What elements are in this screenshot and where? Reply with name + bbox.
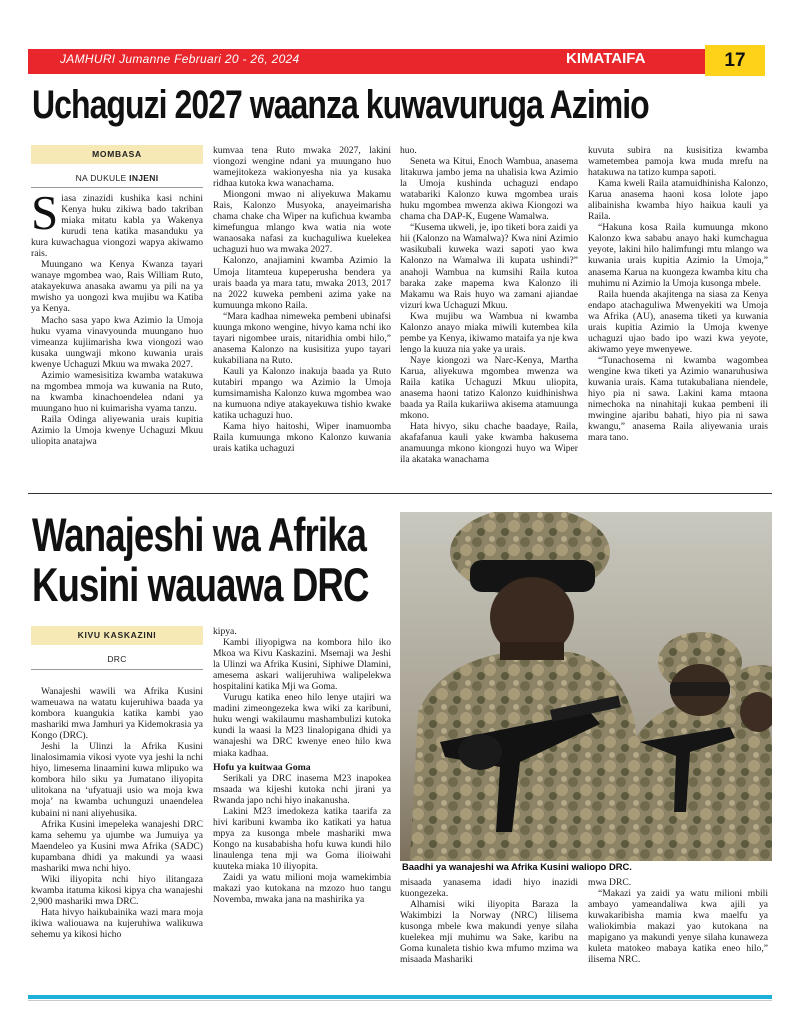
paragraph: “Mara kadhaa nimeweka pembeni ubinafsi kuunga mkono wengine, hivyo kama nchi iko tayari nigombee urais, nitaridhia ombi hilo,” anasema Kalonzo na kusisitiza yupo tayari kukabiliana na Ruto. <box>213 310 391 366</box>
paragraph: Alhamisi wiki iliyopita Baraza la Wakimbizi la Norway (NRC) lilisema kusonga mbele kwa makundi yenye silaha kuelekea mji muhimu wa Sake, karibu na Goma kunaleta tishio kwa mfumo mzima wa misaada Mashariki <box>400 899 578 966</box>
footer-rule-blue <box>28 995 772 999</box>
article2-location: KIVU KASKAZINI <box>31 626 203 645</box>
article2-column-4 <box>588 877 768 988</box>
paragraph: misaada yanasema idadi hiyo inazidi kuongezeka. <box>400 877 578 900</box>
paragraph: Azimio wamesisitiza kwamba watakuwa na mgombea mmoja wa kuwania na Ruto, na kwamba kinachoendelea ndani ya muungano huo ni kuimarisha vyama tanzu. <box>31 369 203 414</box>
article2-column-3 <box>400 877 578 988</box>
paragraph: Kauli ya Kalonzo inakuja baada ya Ruto kutabiri mpango wa Azimio la Umoja kumsimamisha Kalonzo kuwa mgombea wao na kumuona ndiye atakayekuwa tishio kwake katika uchaguzi huo. <box>213 365 391 422</box>
paragraph: huo. <box>400 145 417 156</box>
paragraph: Kambi iliyopigwa na kombora hilo iko Mkoa wa Kivu Kaskazini. Msemaji wa Jeshi la Ulinzi wa Afrika Kusini, Siphiwe Dlamini, amesema askari walijeruhiwa walipelekwa hospitalini katika Mji wa Goma. <box>213 637 391 693</box>
paragraph: Kwa mujibu wa Wambua ni kwamba Kalonzo anayo miaka miwili kutembea kila pembe ya Kenya, ikiwamo mataifa ya nje kwa lengo la kuuza nia yake ya urais. <box>400 310 578 355</box>
article2-byline: DRC <box>107 654 127 664</box>
paragraph: Kalonzo, anajiamini kwamba Azimio la Umoja litamteua kupeperusha bendera ya urais baada ya mara tatu, mwaka 2013, 2017 na 2022 kuweka pembeni azima yake na kumuunga mkono Raila. <box>213 255 391 311</box>
paragraph: Zaidi ya watu milioni moja wamekimbia makazi yao kutokana na mzozo huo tangu Novemba, mwaka jana na mashirika ya <box>213 872 391 906</box>
article1-column-1 <box>31 193 203 489</box>
article2-column-1 <box>31 686 203 988</box>
paragraph: Miongoni mwao ni aliyekuwa Makamu Rais, Kalonzo Musyoka, anayeimarisha chama chake cha Wiper na kufichua kwamba kimefungua mlango kwa watia nia wote wanaosaka nafasi za kuchaguliwa kuelekea uchaguzi huo wa mwaka 2027. <box>213 189 391 256</box>
soldiers-photo <box>400 512 772 861</box>
paragraph: Lakini M23 imedokeza katika taarifa za hivi karibuni kwamba iko katikati ya hatua mpya za kusonga mbele mashariki mwa Kongo na kusababisha hofu kuwa kundi hilo linaulenga tena mji wa Goma ilioiwahi kuuteka miaka 10 iliyopita. <box>213 805 391 872</box>
paragraph: Muungano wa Kenya Kwanza tayari wanaye mgombea wao, Rais William Ruto, atakayekuwa anasaka awamu ya pili na ya mwisho ya uongozi kwa mujibu wa Katiba ya Kenya. <box>31 259 203 315</box>
article-divider <box>28 493 772 494</box>
paragraph: “Kusema ukweli, je, ipo tiketi bora zaidi ya hii (Kalonzo na Wamalwa)? Kwa nini Azimio wasikubali kuweka wazi sapoti yao kwa Kalonzo na Wamalwa ili kupata ushindi?” anahoji Wambua na kumsihi Raila kutoa baraka zake mapema kwa Kalonzo ili Makamu wa Rais huyo wa zamani ajiandae vizuri kwa Uchaguzi Mkuu. <box>400 222 578 311</box>
footer-rule-grey <box>28 1000 772 1001</box>
section-title: KIMATAIFA <box>566 50 646 67</box>
subheading: Hofu ya kuitwaa Goma <box>213 761 311 773</box>
paper-issue: JAMHURI Jumanne Februari 20 - 26, 2024 <box>60 52 300 66</box>
paragraph: “Hakuna kosa Raila kumuunga mkono Kalonzo kwa sababu anayo haki kumchagua yeyote, lakini hilo halimfungi mtu mlango wa kuwania urais kupitia Azimio la Umoja,” anasema Karua na kuongeza kwamba kitu cha muhimu ni Azimio la Umoja kusonga mbele. <box>588 222 768 289</box>
paragraph: mwa DRC. <box>588 877 632 888</box>
paragraph: Seneta wa Kitui, Enoch Wambua, anasema litakuwa jambo jema na uhalisia kwa Azimio la Umoja kushinda uchaguzi endapo watabariki Kalonzo kuwa mgombea urais huku mgombea mwenza akiwa Kiongozi wa chama cha DAP-K, Eugene Wamalwa. <box>400 156 578 223</box>
paragraph: Jeshi la Ulinzi la Afrika Kusini linalosimamia vikosi vyote vya jeshi la nchi hiyo, limesema linaamini kuwa mlipuko wa kombora hilo siku ya Jumatano iliyopita ulitokana na ‘ufyatuaji usio wa moja kwa moja’ na kwamba uchunguzi unaendelea kubaini ni nani aliyehusika. <box>31 741 203 819</box>
paragraph: Naye kiongozi wa Narc-Kenya, Martha Karua, aliyekuwa mgombea mwenza wa Raila katika Uchaguzi Mkuu uliopita, anasema haoni tatizo Kalonzo kuidhinishwa baada ya Raila kukariiwa akisema atamuunga mkono. <box>400 354 578 422</box>
paragraph: kuvuta subira na kusisitiza kwamba wametembea pamoja kwa muda mrefu na hatakuwa na tatizo kumpa sapoti. <box>588 145 768 179</box>
paragraph: “Tunachosema ni kwamba wagombea wengine kwa tiketi ya Azimio wanaruhusiwa kuwania urais. Kama tutakubaliana niendele, hiyo pia ni sawa. Lakini kama mtaona nimechoka na ninahitaji kukaa pembeni ili mwingine ajaribu bahati, hiyo pia ni sawa kwangu,” anasema Raila aliyewania urais mara tano. <box>588 354 768 444</box>
byline-name: INJENI <box>129 173 159 183</box>
page-number: 17 <box>705 45 765 76</box>
byline-prefix: NA DUKULE <box>75 173 127 183</box>
paragraph: Raila Odinga aliyewania urais kupitia Azimio la Umoja kwenye Uchaguzi Mkuu uliopita anatajwa <box>31 413 203 448</box>
article1-byline-rule <box>31 187 203 188</box>
dropcap: S <box>31 193 59 240</box>
article1-column-4 <box>588 145 768 489</box>
paragraph: “Makazi ya zaidi ya watu milioni mbili ambayo yameandaliwa kwa ajili ya kuwakaribisha mamia kwa maelfu ya waliokimbia makazi yao kutokana na mapigano ya makundi yenye silaha kunaweza kuleta matokeo mabaya katika eneo hilo,” ilisema NRC. <box>588 888 768 966</box>
paragraph: Serikali ya DRC inasema M23 inapokea msaada wa kijeshi kutoka nchi jirani ya Rwanda japo nchi hiyo inakanusha. <box>213 772 391 806</box>
article1-location: MOMBASA <box>31 145 203 164</box>
paragraph: Kama hiyo haitoshi, Wiper inamuomba Raila kumuunga mkono Kalonzo kuwania urais katika uchaguzi <box>213 421 391 455</box>
article1-byline <box>31 173 203 183</box>
paragraph: Raila huenda akajitenga na siasa za Kenya endapo atachaguliwa Mwenyekiti wa Umoja wa Afrika (AU), anasema tiketi ya kuwania urais kupitia Azimio la Umoja kwenye uchaguzi ujao bado ipo wazi kwa yeyote, akiwamo yeye mwenyewe. <box>588 288 768 355</box>
paragraph: Kama kweli Raila atamuidhinisha Kalonzo, Karua anasema haoni kosa lolote japo alibainisha kwamba hiyo haikua kauli ya Raila. <box>588 178 768 223</box>
paragraph: Wiki iliyopita nchi hiyo ilitangaza kwamba itatuma kikosi kipya cha wanajeshi 2,900 mashariki mwa DRC. <box>31 873 203 907</box>
article1-column-2 <box>213 145 391 489</box>
paragraph: iasa zinazidi kushika kasi nchini Kenya huku zikiwa bado takriban miaka mitatu kabla ya Wakenya kurudi tena katika masanduku ya kura kuwachagua viongozi wapya akiwamo rais. <box>31 193 203 260</box>
article2-byline-rule <box>31 669 203 670</box>
paragraph: Hata hivyo, siku chache baadaye, Raila, akafafanua kauli yake kwamba hakusema anamuunga mkono kiongozi huyo wa Wiper ila akataka wanachama <box>400 421 578 466</box>
paragraph: Vurugu katika eneo hilo lenye utajiri wa madini zimeongezeka kwa wiki za karibuni, huku wengi wakilaumu mashambulizi kutoka kundi la waasi la M23 linalopigana dhidi ya wanajeshi wa DRC kwenye eneo hilo kwa miaka kadhaa. <box>213 692 391 759</box>
paragraph: kipya. <box>213 626 237 637</box>
paragraph: Hata hivyo haikubainika wazi mara moja ikiwa waliouawa na kujeruhiwa walikuwa sehemu ya kikosi hicho <box>31 906 203 941</box>
photo-caption: Baadhi ya wanajeshi wa Afrika Kusini waliopo DRC. <box>402 861 632 872</box>
paragraph: Wanajeshi wawili wa Afrika Kusini wameuawa na watatu kujeruhiwa baada ya kombora kuangukia katika kambi yao mashariki mwa Jamhuri ya Kidemokrasia ya Kongo (DRC). <box>31 686 203 742</box>
paragraph: Afrika Kusini imepeleka wanajeshi DRC kama sehemu ya ujumbe wa Jumuiya ya Maendeleo ya Kusini mwa Afrika (SADC) kupambana dhidi ya makundi ya waasi mashariki mwa nchi hiyo. <box>31 818 203 874</box>
article2-column-2 <box>213 626 391 988</box>
article1-headline: Uchaguzi 2027 waanza kuwavuruga Azimio <box>32 83 649 127</box>
article2-headline: Wanajeshi wa Afrika Kusini wauawa DRC <box>32 508 369 611</box>
paragraph: Macho sasa yapo kwa Azimio la Umoja huku vyama vinavyounda muungano huo vimeanza kujiimarisha kwa viongozi wao kusaka uungwaji mkono kuwania urais kwenye Uchaguzi Mkuu wa mwaka 2027. <box>31 314 203 370</box>
article1-column-3 <box>400 145 578 489</box>
paragraph: kumvaa tena Ruto mwaka 2027, lakini viongozi wengine ndani ya muungano huo wamejitokeza wakionyesha nia ya kusaka ridhaa kutoka kwa wanachama. <box>213 145 391 190</box>
